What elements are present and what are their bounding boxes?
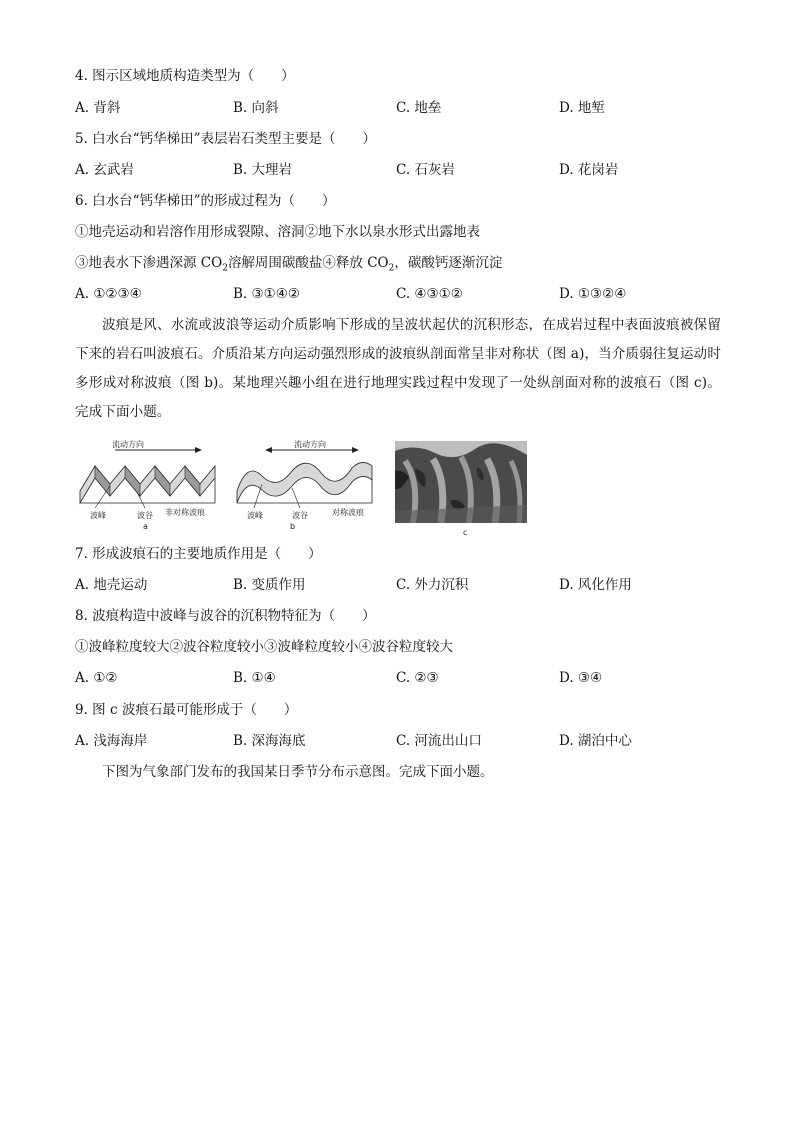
q5-option-b: B. 大理岩 <box>233 162 293 178</box>
ripple-mark-passage: 波痕是风、水流或波浪等运动介质影响下形成的呈波状起伏的沉积形态，在成岩过程中表面波痕被保留下来的岩石叫波痕石。介质沿某方向运动强烈形成的波痕纵剖面常呈非对称状（图 a)，当介质弱往复运动时多形成对称波痕（图 b)。某地理兴趣小组在进行地理实践过程中发现了一处纵剖面对称的波痕石（图 c)。完成下面小题。 <box>75 317 721 420</box>
figure-b-symmetric-ripple <box>232 436 382 531</box>
q7-option-b: B. 变质作用 <box>233 577 306 593</box>
q4-option-a: A. 背斜 <box>75 100 121 116</box>
q9-option-a: A. 浅海海岸 <box>75 733 148 749</box>
question-6-statement-line-2 <box>75 254 502 278</box>
q5-option-d: D. 花岗岩 <box>559 162 619 178</box>
question-7-stem: 7. 形成波痕石的主要地质作用是（ ） <box>75 546 322 562</box>
flow-arrowhead-right-b <box>352 447 359 453</box>
trough-label-b: 波谷 <box>292 511 308 520</box>
q7-option-a: A. 地壳运动 <box>75 577 148 593</box>
q6-option-d: D. ①③②④ <box>559 286 627 302</box>
q8-option-b: B. ①④ <box>233 670 276 686</box>
q8-option-d: D. ③④ <box>559 670 603 686</box>
season-map-passage: 下图为气象部门发布的我国某日季节分布示意图。完成下面小题。 <box>102 764 494 780</box>
q4-option-b: B. 向斜 <box>233 100 279 116</box>
question-6-stem: 6. 白水台“钙华梯田”的形成过程为（ ） <box>75 193 336 209</box>
q7-option-c: C. 外力沉积 <box>396 577 469 593</box>
q6-line2-part-a: ③地表水下渗遇深源 CO <box>75 255 223 271</box>
q8-option-c: C. ②③ <box>396 670 439 686</box>
type-label-a: 非对称波痕 <box>165 508 205 517</box>
q9-option-d: D. 湖泊中心 <box>559 733 632 749</box>
figure-a-drawing <box>75 436 225 516</box>
caption-c: c <box>463 528 468 537</box>
q6-option-b: B. ③①④② <box>233 286 300 302</box>
caption-b: b <box>290 522 296 531</box>
pointer-crest-a <box>95 486 110 508</box>
caption-a: a <box>143 522 148 531</box>
q7-option-d: D. 风化作用 <box>559 577 632 593</box>
question-6-statement-line-1: ①地壳运动和岩溶作用形成裂隙、溶洞②地下水以泉水形式出露地表 <box>75 224 480 240</box>
crest-label-a: 波峰 <box>90 511 106 520</box>
figure-a-asymmetric-ripple <box>75 436 225 531</box>
q6-line2-sub-2: 2 <box>388 263 395 274</box>
q4-option-d: D. 地堑 <box>559 100 605 116</box>
flow-label-a: 流动方向 <box>112 440 144 449</box>
trough-label-a: 波谷 <box>137 511 153 520</box>
q6-option-a: A. ①②③④ <box>75 286 142 302</box>
q6-line2-sub-1: 2 <box>222 263 228 274</box>
q6-line2-part-b: 溶解周围碳酸盐④释放 CO <box>227 255 389 271</box>
q5-option-c: C. 石灰岩 <box>396 162 455 178</box>
question-4-stem: 4. 图示区域地质构造类型为（ ） <box>75 68 295 84</box>
q8-option-a: A. ①② <box>75 670 118 686</box>
q5-option-a: A. 玄武岩 <box>75 162 134 178</box>
type-label-b: 对称波痕 <box>332 508 364 517</box>
crest-label-b: 波峰 <box>247 511 263 520</box>
q9-option-c: C. 河流出山口 <box>396 733 482 749</box>
pointer-crest-b <box>254 484 262 508</box>
flow-arrowhead-a <box>195 447 202 453</box>
flow-arrowhead-left-b <box>265 447 272 453</box>
q9-option-b: B. 深海海底 <box>233 733 306 749</box>
flow-label-b: 流动方向 <box>294 440 326 449</box>
q6-line2-part-c: ，碳酸钙逐渐沉淀 <box>394 255 503 271</box>
q6-option-c: C. ④③①② <box>396 286 463 302</box>
question-8-stem: 8. 波痕构造中波峰与波谷的沉积物特征为（ ） <box>75 608 376 624</box>
q4-option-c: C. 地垒 <box>396 100 442 116</box>
question-9-stem: 9. 图 c 波痕石最可能形成于（ ） <box>75 702 298 718</box>
question-8-statement-line: ①波峰粒度较大②波谷粒度较小③波峰粒度较小④波谷粒度较大 <box>75 639 453 655</box>
ripple-surface-b <box>237 462 372 503</box>
pointer-trough-b <box>292 488 300 508</box>
question-5-stem: 5. 白水台“钙华梯田”表层岩石类型主要是（ ） <box>75 131 376 147</box>
figure-c-photo-texture <box>395 441 527 523</box>
figure-c-ripple-rock-photo <box>395 441 527 523</box>
